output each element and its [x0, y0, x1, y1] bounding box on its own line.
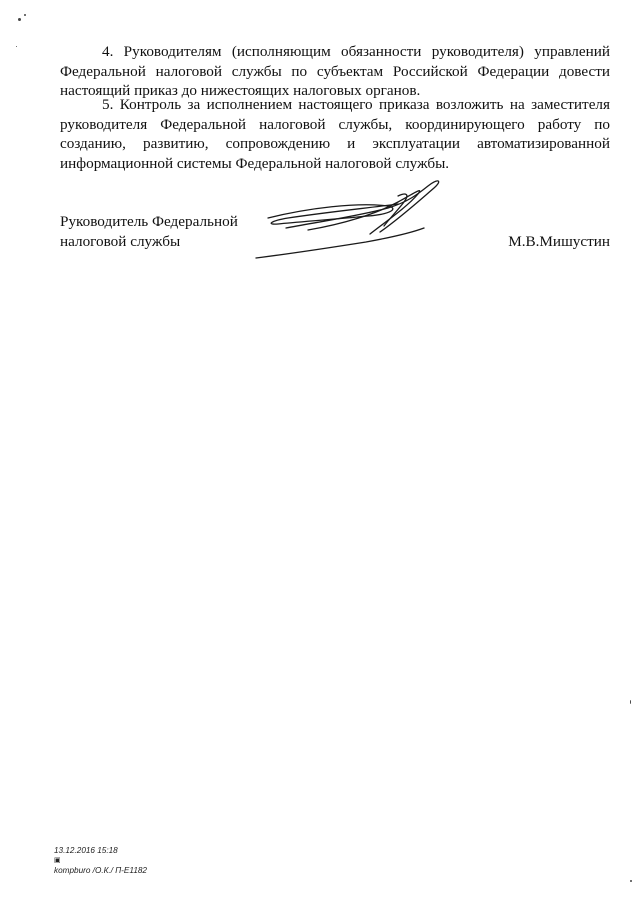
- signatory-position-line-2: налоговой службы: [60, 232, 181, 250]
- paragraph-4-line-3: настоящий приказ до нижестоящих налоговых органов.: [60, 82, 421, 100]
- paragraph-5: [60, 95, 610, 173]
- footer-file-ref: kompburo /О.К./ П-Е1182: [54, 866, 147, 875]
- file-icon: ▣: [54, 857, 61, 864]
- document-footer: [54, 846, 147, 876]
- paragraph-5-line-1: 5. Контроль за исполнением настоящего приказа возложить на заместителя: [102, 96, 610, 113]
- scan-speck: [18, 18, 21, 21]
- paragraph-4-line-2: Федеральной налоговой службы по субъектам Российской Федерации довести: [60, 62, 610, 80]
- paragraph-4: [60, 42, 610, 101]
- scan-speck: [24, 14, 26, 16]
- paragraph-5-line-4: информационной системы Федеральной налоговой службы.: [60, 154, 450, 172]
- signatory-position-line-1: Руководитель Федеральной: [60, 213, 238, 230]
- paragraph-5-line-3: созданию, развитию, сопровождению и эксплуатации автоматизированной: [60, 135, 610, 153]
- footer-timestamp: 13.12.2016 15:18: [54, 846, 118, 855]
- scan-speck: [16, 46, 17, 47]
- paragraph-5-line-2: руководителя Федеральной налоговой службы, координирующего работу по: [60, 115, 610, 133]
- scan-speck: [630, 880, 632, 882]
- signatory-name: М.В.Мишустин: [508, 233, 610, 250]
- footer-file-ref-row: [54, 856, 147, 876]
- scan-speck: [630, 700, 631, 704]
- signatory-position: [60, 212, 238, 251]
- paragraph-4-line-1: 4. Руководителям (исполняющим обязанности руководителя) управлений: [102, 43, 610, 60]
- handwritten-signature: [248, 172, 448, 264]
